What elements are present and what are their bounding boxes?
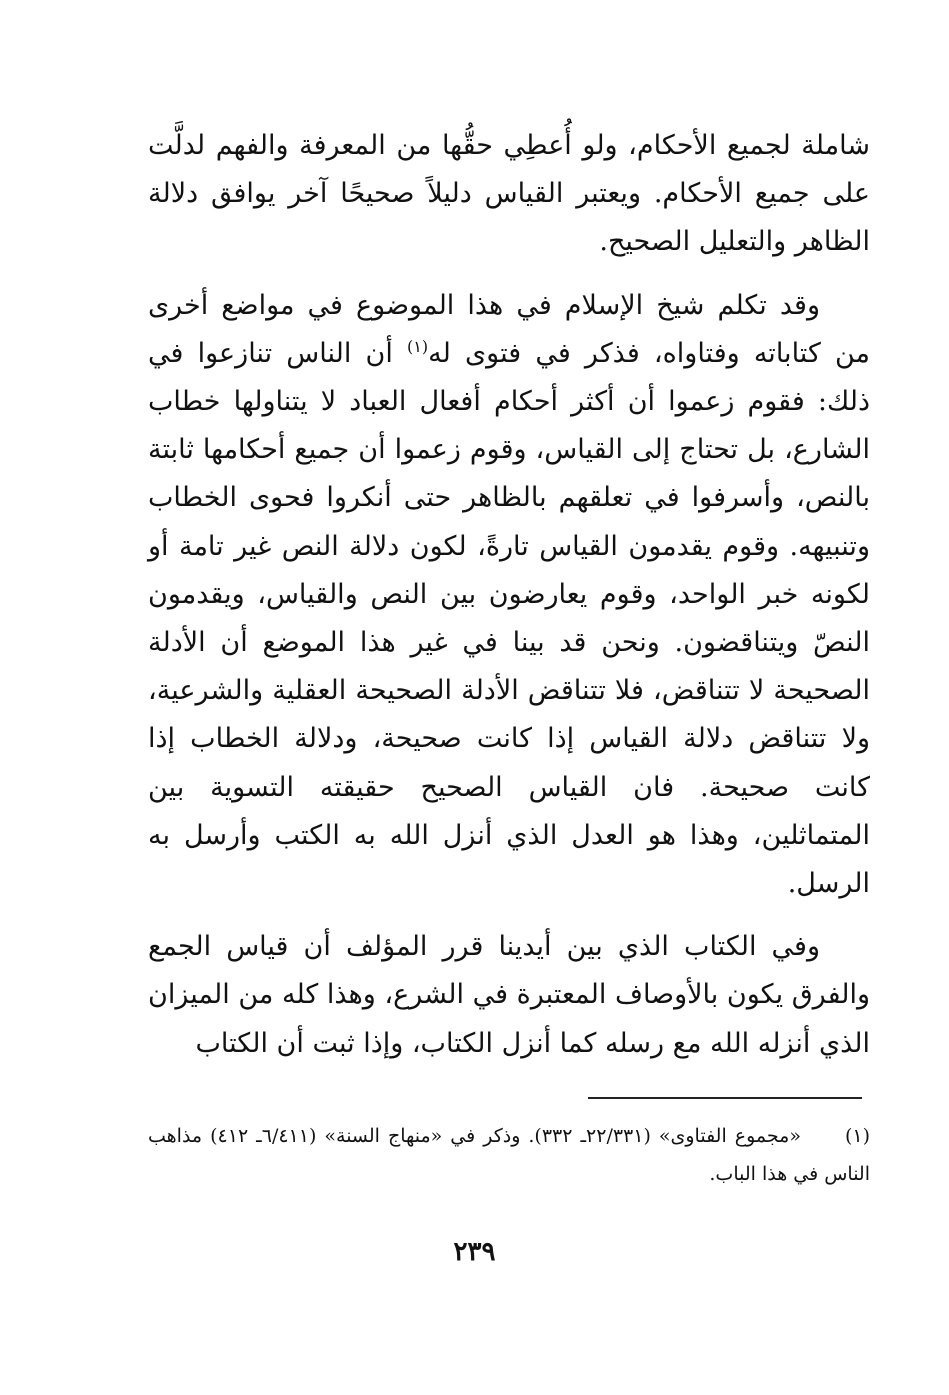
paragraph-2 [148,282,870,909]
paragraph-3 [148,923,870,1068]
main-text [148,122,870,1068]
footnote-divider [588,1097,862,1099]
footnote-number: (١) [844,1125,871,1147]
footnote [148,1117,870,1193]
paragraph-3-text: وفي الكتاب الذي بين أيدينا قرر المؤلف أن قياس الجمع والفرق يكون بالأوصاف المعتبرة في الشرع، وهذا كله من الميزان الذي أنزله الله مع رسله كما أنزل الكتاب، وإذا ثبت أن الكتاب [148,931,870,1059]
paragraph-2-start: وقد تكلم شيخ الإسلام في هذا الموضوع في مواضع أخرى من كتاباته وفتاواه، فذكر في فتوى له [148,289,870,369]
paragraph-1: شاملة لجميع الأحكام، ولو أُعطِي حقُّها من المعرفة والفهم لدلَّت على جميع الأحكام. ويعتبر القياس دليلاً صحيحًا آخر يوافق دلالة الظاهر والتعليل الصحيح. [148,130,870,258]
footnote-text: «مجموع الفتاوى» (٢٢/٣٣١ـ ٣٣٢). وذكر في «منهاج السنة» (٦/٤١١ـ ٤١٢) مذاهب الناس في هذا الباب. [148,1125,870,1185]
page-number: ٢٣٩ [453,1237,496,1267]
footnote-reference[interactable]: (١) [407,336,429,356]
paragraph-2-rest: أن الناس تنازعوا في ذلك: فقوم زعموا أن أكثر أحكام أفعال العباد لا يتناولها خطاب الشارع، بل تحتاج إلى القياس، وقوم زعموا أن جميع أحكامها ثابتة بالنص، وأسرفوا في تعلقهم بالظاهر حتى أنكروا فحوى الخطاب وتنبيهه. وقوم يقدمون القياس تارةً، لكون دلالة النص غير تامة أو لكونه خبر الواحد، وقوم يعارضون بين النص والقياس، ويقدمون النصّ ويتناقضون. ونحن قد بينا في غير هذا الموضع أن الأدلة الصحيحة لا تتناقض، فلا تتناقض الأدلة الصحيحة العقلية والشرعية، ولا تتناقض دلالة القياس إذا كانت صحيحة، ودلالة الخطاب إذا كانت صحيحة. فان القياس الصحيح حقيقته التسوية بين المتماثلين، وهذا هو العدل الذي أنزل الله به الكتب وأرسل به الرسل. [148,337,870,900]
